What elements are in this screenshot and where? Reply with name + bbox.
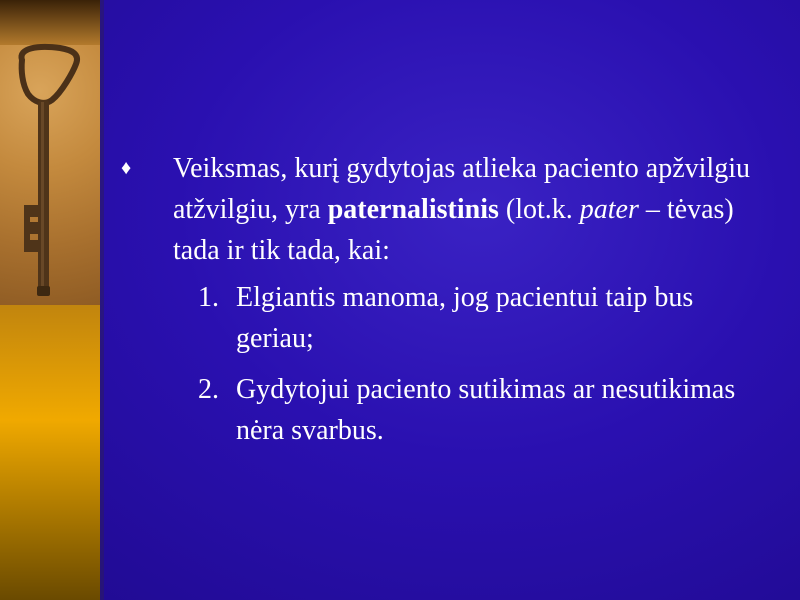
list-item-text: Elgiantis manoma, jog pacientui taip bus geriau;	[236, 282, 694, 354]
italic-term: pater	[579, 194, 639, 225]
list-item-number: 2.	[198, 374, 219, 405]
list-item-number: 1.	[198, 282, 219, 313]
bold-term: paternalistinis	[327, 194, 499, 225]
slide-content	[115, 148, 780, 461]
bullet-text-part3: – tėvas) tada ir tik tada, kai:	[173, 194, 734, 266]
main-bullet	[115, 148, 780, 271]
numbered-list	[115, 277, 780, 451]
diamond-bullet-icon: ♦	[121, 157, 132, 179]
main-bullet-text	[173, 148, 778, 271]
bullet-text-part1: Veiksmas, kurį gydytojas atlieka paciento apžvilgiu atžvilgiu, yra	[173, 153, 750, 225]
list-item	[198, 277, 780, 359]
old-key-image	[0, 0, 100, 305]
list-item	[198, 369, 780, 451]
vertical-divider	[100, 0, 104, 600]
bullet-text-part2: (lot.k.	[498, 194, 580, 225]
list-item-text: Gydytojui paciento sutikimas ar nesutikimas nėra svarbus.	[236, 374, 736, 446]
key-icon	[0, 0, 100, 305]
